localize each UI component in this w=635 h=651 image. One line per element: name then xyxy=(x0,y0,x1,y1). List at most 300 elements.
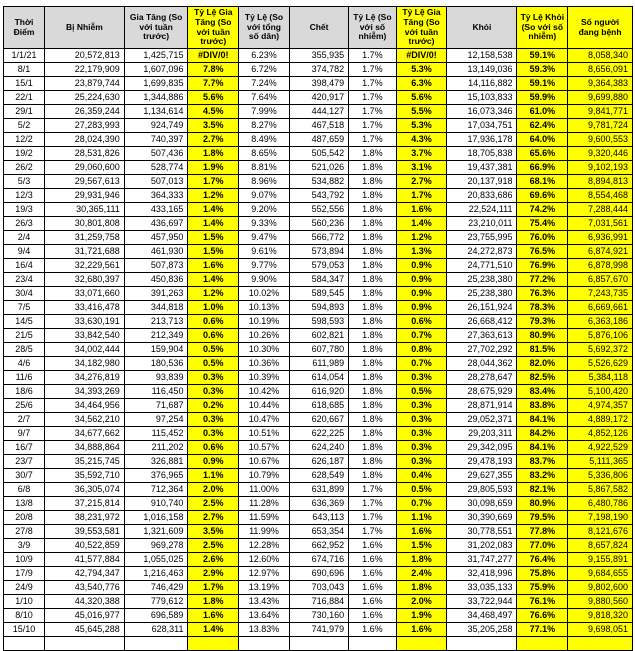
cell-ty-le-so-nhiem[interactable]: 1.7% xyxy=(349,133,396,147)
cell-khoi[interactable]: 31,747,277 xyxy=(447,553,517,567)
cell-khoi[interactable]: 27,702,292 xyxy=(447,343,517,357)
cell-so-nguoi-dang-benh[interactable]: 6,363,186 xyxy=(568,315,633,329)
cell-ty-le-gia-tang-chet[interactable]: 3.1% xyxy=(396,161,447,175)
cell-ty-le-gia-tang[interactable]: 1.9% xyxy=(188,161,239,175)
cell-gia-tang[interactable]: 924,749 xyxy=(124,119,188,133)
column-header-gia-tang[interactable]: Gia Tăng (So với tuần trước) xyxy=(124,7,188,49)
cell-ty-le-khoi[interactable]: 75.8% xyxy=(517,567,568,581)
cell-thoi-diem[interactable]: 12/3 xyxy=(4,189,45,203)
cell-ty-le-gia-tang[interactable]: 2.6% xyxy=(188,553,239,567)
cell-ty-le-so-nhiem[interactable]: 1.8% xyxy=(349,259,396,273)
cell-so-nguoi-dang-benh[interactable]: 4,889,172 xyxy=(568,413,633,427)
cell-ty-le-tong-so-dan[interactable]: 7.99% xyxy=(239,105,290,119)
cell-thoi-diem[interactable]: 21/5 xyxy=(4,329,45,343)
cell-chet[interactable]: 616,920 xyxy=(289,385,348,399)
cell-ty-le-tong-so-dan[interactable]: 10.26% xyxy=(239,329,290,343)
cell-ty-le-gia-tang-chet[interactable]: 0.3% xyxy=(396,427,447,441)
cell-ty-le-tong-so-dan[interactable]: 9.07% xyxy=(239,189,290,203)
cell-ty-le-khoi[interactable]: 83.7% xyxy=(517,455,568,469)
cell-ty-le-so-nhiem[interactable]: 1.8% xyxy=(349,217,396,231)
cell-ty-le-gia-tang[interactable]: 0.2% xyxy=(188,399,239,413)
cell-thoi-diem[interactable]: 22/1 xyxy=(4,91,45,105)
cell-ty-le-tong-so-dan[interactable]: 13.64% xyxy=(239,609,290,623)
cell-ty-le-gia-tang[interactable]: 1.2% xyxy=(188,287,239,301)
cell-so-nguoi-dang-benh[interactable]: 9,841,771 xyxy=(568,105,633,119)
cell-ty-le-gia-tang[interactable]: 0.6% xyxy=(188,441,239,455)
cell-ty-le-khoi[interactable]: 77.1% xyxy=(517,623,568,637)
cell-gia-tang[interactable]: 1,344,886 xyxy=(124,91,188,105)
cell-thoi-diem[interactable]: 2/4 xyxy=(4,231,45,245)
cell-gia-tang[interactable]: 528,774 xyxy=(124,161,188,175)
cell-thoi-diem[interactable]: 19/3 xyxy=(4,203,45,217)
cell-chet[interactable]: 521,026 xyxy=(289,161,348,175)
cell-bi-nhiem[interactable]: 40,522,859 xyxy=(44,539,124,553)
cell-gia-tang[interactable]: 436,697 xyxy=(124,217,188,231)
cell-gia-tang[interactable]: 213,713 xyxy=(124,315,188,329)
cell-ty-le-khoi[interactable]: 84.2% xyxy=(517,427,568,441)
cell-so-nguoi-dang-benh[interactable]: 9,364,383 xyxy=(568,77,633,91)
cell-ty-le-gia-tang-chet[interactable]: 1.8% xyxy=(396,581,447,595)
cell-ty-le-khoi[interactable]: 75.4% xyxy=(517,217,568,231)
cell-gia-tang[interactable]: 1,699,835 xyxy=(124,77,188,91)
cell-ty-le-tong-so-dan[interactable]: 8.96% xyxy=(239,175,290,189)
column-header-thoi-diem[interactable]: Thời Điểm xyxy=(4,7,45,49)
cell-khoi[interactable]: 35,205,258 xyxy=(447,623,517,637)
cell-ty-le-so-nhiem[interactable]: 1.7% xyxy=(349,49,396,63)
cell-thoi-diem[interactable]: 23/4 xyxy=(4,273,45,287)
cell-chet[interactable]: 618,685 xyxy=(289,399,348,413)
cell-ty-le-gia-tang[interactable]: 1.7% xyxy=(188,581,239,595)
cell-gia-tang[interactable]: 93,839 xyxy=(124,371,188,385)
cell-chet[interactable]: 653,354 xyxy=(289,525,348,539)
cell-ty-le-gia-tang-chet[interactable]: 1.7% xyxy=(396,189,447,203)
cell-bi-nhiem[interactable]: 44,320,388 xyxy=(44,595,124,609)
cell-bi-nhiem[interactable]: 37,215,814 xyxy=(44,497,124,511)
cell-chet[interactable]: 703,043 xyxy=(289,581,348,595)
cell-ty-le-khoi[interactable]: 83.4% xyxy=(517,385,568,399)
cell-thoi-diem[interactable]: 6/8 xyxy=(4,483,45,497)
cell-ty-le-khoi[interactable]: 75.9% xyxy=(517,581,568,595)
cell-thoi-diem[interactable] xyxy=(4,637,45,651)
cell-khoi[interactable]: 18,705,838 xyxy=(447,147,517,161)
cell-ty-le-tong-so-dan[interactable]: 10.47% xyxy=(239,413,290,427)
cell-so-nguoi-dang-benh[interactable]: 9,102,193 xyxy=(568,161,633,175)
cell-thoi-diem[interactable]: 19/2 xyxy=(4,147,45,161)
column-header-ty-le-so-nhiem[interactable]: Tỷ Lệ (So với số nhiễm) xyxy=(349,7,396,49)
cell-bi-nhiem[interactable]: 30,801,808 xyxy=(44,217,124,231)
cell-thoi-diem[interactable]: 3/9 xyxy=(4,539,45,553)
cell-ty-le-gia-tang[interactable]: 0.5% xyxy=(188,357,239,371)
cell-thoi-diem[interactable]: 1/10 xyxy=(4,595,45,609)
cell-ty-le-gia-tang[interactable]: 1.5% xyxy=(188,231,239,245)
cell-khoi[interactable]: 29,052,371 xyxy=(447,413,517,427)
cell-bi-nhiem[interactable]: 32,229,561 xyxy=(44,259,124,273)
cell-ty-le-gia-tang[interactable]: 1.4% xyxy=(188,217,239,231)
cell-ty-le-gia-tang-chet[interactable]: 0.7% xyxy=(396,357,447,371)
cell-ty-le-khoi[interactable]: 62.4% xyxy=(517,119,568,133)
cell-ty-le-khoi[interactable]: 78.3% xyxy=(517,301,568,315)
cell-bi-nhiem[interactable]: 33,416,478 xyxy=(44,301,124,315)
cell-ty-le-gia-tang-chet[interactable]: 0.9% xyxy=(396,273,447,287)
cell-ty-le-so-nhiem[interactable]: 1.6% xyxy=(349,553,396,567)
cell-so-nguoi-dang-benh[interactable]: 9,802,600 xyxy=(568,581,633,595)
cell-khoi[interactable]: 29,203,311 xyxy=(447,427,517,441)
cell-so-nguoi-dang-benh[interactable]: 4,974,357 xyxy=(568,399,633,413)
column-header-so-nguoi-dang-benh[interactable]: Số người đang bệnh xyxy=(568,7,633,49)
cell-ty-le-khoi[interactable]: 82.1% xyxy=(517,483,568,497)
cell-chet[interactable]: 560,236 xyxy=(289,217,348,231)
cell-ty-le-gia-tang-chet[interactable]: 0.7% xyxy=(396,329,447,343)
cell-ty-le-gia-tang[interactable]: 0.3% xyxy=(188,427,239,441)
cell-ty-le-khoi[interactable]: 74.2% xyxy=(517,203,568,217)
cell-thoi-diem[interactable]: 12/2 xyxy=(4,133,45,147)
cell-ty-le-tong-so-dan[interactable]: 9.77% xyxy=(239,259,290,273)
cell-ty-le-tong-so-dan[interactable]: 7.24% xyxy=(239,77,290,91)
cell-bi-nhiem[interactable]: 29,931,946 xyxy=(44,189,124,203)
cell-so-nguoi-dang-benh[interactable]: 5,526,629 xyxy=(568,357,633,371)
cell-ty-le-tong-so-dan[interactable]: 9.33% xyxy=(239,217,290,231)
cell-thoi-diem[interactable]: 27/8 xyxy=(4,525,45,539)
cell-ty-le-khoi[interactable]: 76.6% xyxy=(517,609,568,623)
cell-ty-le-gia-tang[interactable]: 0.3% xyxy=(188,385,239,399)
cell-ty-le-so-nhiem[interactable]: 1.8% xyxy=(349,371,396,385)
cell-ty-le-gia-tang[interactable]: 2.0% xyxy=(188,483,239,497)
cell-gia-tang[interactable]: 746,429 xyxy=(124,581,188,595)
cell-thoi-diem[interactable]: 26/3 xyxy=(4,217,45,231)
cell-chet[interactable]: 534,882 xyxy=(289,175,348,189)
cell-ty-le-gia-tang-chet[interactable]: 1.5% xyxy=(396,539,447,553)
cell-ty-le-so-nhiem[interactable]: 1.7% xyxy=(349,105,396,119)
cell-gia-tang[interactable]: 344,818 xyxy=(124,301,188,315)
cell-bi-nhiem[interactable]: 34,276,819 xyxy=(44,371,124,385)
cell-ty-le-gia-tang-chet[interactable]: 0.3% xyxy=(396,455,447,469)
cell-thoi-diem[interactable]: 16/4 xyxy=(4,259,45,273)
cell-ty-le-gia-tang-chet[interactable]: 0.9% xyxy=(396,301,447,315)
cell-ty-le-gia-tang[interactable]: 1.2% xyxy=(188,189,239,203)
cell-ty-le-so-nhiem[interactable]: 1.6% xyxy=(349,567,396,581)
cell-so-nguoi-dang-benh[interactable]: 6,936,991 xyxy=(568,231,633,245)
cell-khoi[interactable]: 24,771,510 xyxy=(447,259,517,273)
cell-khoi[interactable]: 14,116,882 xyxy=(447,77,517,91)
cell-thoi-diem[interactable]: 14/5 xyxy=(4,315,45,329)
cell-ty-le-so-nhiem[interactable]: 1.6% xyxy=(349,539,396,553)
cell-chet[interactable]: 624,240 xyxy=(289,441,348,455)
cell-ty-le-so-nhiem[interactable] xyxy=(349,637,396,651)
cell-ty-le-gia-tang[interactable]: 3.5% xyxy=(188,119,239,133)
cell-chet[interactable]: 584,347 xyxy=(289,273,348,287)
cell-bi-nhiem[interactable]: 30,365,111 xyxy=(44,203,124,217)
cell-ty-le-gia-tang-chet[interactable]: 2.0% xyxy=(396,595,447,609)
cell-thoi-diem[interactable]: 25/6 xyxy=(4,399,45,413)
cell-ty-le-gia-tang[interactable]: 1.4% xyxy=(188,273,239,287)
cell-thoi-diem[interactable]: 29/1 xyxy=(4,105,45,119)
cell-gia-tang[interactable]: 391,263 xyxy=(124,287,188,301)
cell-thoi-diem[interactable]: 23/7 xyxy=(4,455,45,469)
cell-ty-le-khoi[interactable]: 79.5% xyxy=(517,511,568,525)
cell-gia-tang[interactable]: 326,881 xyxy=(124,455,188,469)
cell-thoi-diem[interactable]: 17/9 xyxy=(4,567,45,581)
cell-chet[interactable]: 579,053 xyxy=(289,259,348,273)
cell-so-nguoi-dang-benh[interactable]: 6,857,670 xyxy=(568,273,633,287)
cell-ty-le-khoi[interactable]: 64.0% xyxy=(517,133,568,147)
cell-bi-nhiem[interactable]: 28,024,390 xyxy=(44,133,124,147)
cell-khoi[interactable]: 34,468,497 xyxy=(447,609,517,623)
cell-ty-le-gia-tang[interactable]: 4.5% xyxy=(188,105,239,119)
cell-so-nguoi-dang-benh[interactable]: 8,657,824 xyxy=(568,539,633,553)
cell-ty-le-khoi[interactable]: 76.3% xyxy=(517,287,568,301)
cell-ty-le-gia-tang[interactable]: 2.9% xyxy=(188,567,239,581)
cell-gia-tang[interactable]: 461,930 xyxy=(124,245,188,259)
cell-gia-tang[interactable]: 507,873 xyxy=(124,259,188,273)
cell-ty-le-so-nhiem[interactable]: 1.7% xyxy=(349,483,396,497)
cell-so-nguoi-dang-benh[interactable]: 9,600,553 xyxy=(568,133,633,147)
cell-gia-tang[interactable]: 1,016,158 xyxy=(124,511,188,525)
cell-chet[interactable]: 614,054 xyxy=(289,371,348,385)
cell-ty-le-so-nhiem[interactable]: 1.8% xyxy=(349,231,396,245)
cell-bi-nhiem[interactable]: 27,283,993 xyxy=(44,119,124,133)
cell-khoi[interactable]: 15,103,833 xyxy=(447,91,517,105)
cell-ty-le-so-nhiem[interactable]: 1.7% xyxy=(349,119,396,133)
cell-bi-nhiem[interactable]: 26,359,244 xyxy=(44,105,124,119)
cell-khoi[interactable]: 29,478,193 xyxy=(447,455,517,469)
cell-thoi-diem[interactable]: 30/4 xyxy=(4,287,45,301)
cell-ty-le-gia-tang-chet[interactable]: 4.3% xyxy=(396,133,447,147)
cell-ty-le-so-nhiem[interactable]: 1.7% xyxy=(349,63,396,77)
cell-ty-le-khoi[interactable]: 82.0% xyxy=(517,357,568,371)
cell-so-nguoi-dang-benh[interactable] xyxy=(568,637,633,651)
cell-thoi-diem[interactable]: 10/9 xyxy=(4,553,45,567)
column-header-ty-le-tong-so-dan[interactable]: Tỷ Lệ (So với tổng số dân) xyxy=(239,7,290,49)
cell-ty-le-khoi[interactable]: 59.1% xyxy=(517,77,568,91)
cell-ty-le-tong-so-dan[interactable]: 11.00% xyxy=(239,483,290,497)
cell-ty-le-tong-so-dan[interactable]: 11.59% xyxy=(239,511,290,525)
cell-khoi[interactable]: 26,151,924 xyxy=(447,301,517,315)
cell-khoi[interactable]: 29,805,593 xyxy=(447,483,517,497)
cell-ty-le-gia-tang-chet[interactable]: 1.2% xyxy=(396,231,447,245)
cell-ty-le-gia-tang-chet[interactable]: #DIV/0! xyxy=(396,49,447,63)
cell-ty-le-so-nhiem[interactable]: 1.7% xyxy=(349,497,396,511)
cell-chet[interactable]: 607,780 xyxy=(289,343,348,357)
cell-ty-le-gia-tang-chet[interactable]: 6.3% xyxy=(396,77,447,91)
cell-ty-le-khoi[interactable]: 84.1% xyxy=(517,441,568,455)
cell-ty-le-tong-so-dan[interactable]: 10.79% xyxy=(239,469,290,483)
cell-gia-tang[interactable]: 115,452 xyxy=(124,427,188,441)
cell-chet[interactable]: 566,772 xyxy=(289,231,348,245)
cell-bi-nhiem[interactable]: 25,224,630 xyxy=(44,91,124,105)
column-header-khoi[interactable]: Khỏi xyxy=(447,7,517,49)
cell-ty-le-so-nhiem[interactable]: 1.8% xyxy=(349,147,396,161)
cell-so-nguoi-dang-benh[interactable]: 5,100,420 xyxy=(568,385,633,399)
cell-ty-le-tong-so-dan[interactable]: 12.28% xyxy=(239,539,290,553)
cell-ty-le-so-nhiem[interactable]: 1.8% xyxy=(349,301,396,315)
cell-bi-nhiem[interactable]: 22,179,909 xyxy=(44,63,124,77)
cell-thoi-diem[interactable]: 4/6 xyxy=(4,357,45,371)
cell-bi-nhiem[interactable]: 34,393,269 xyxy=(44,385,124,399)
cell-ty-le-gia-tang-chet[interactable]: 0.3% xyxy=(396,371,447,385)
cell-thoi-diem[interactable]: 13/8 xyxy=(4,497,45,511)
cell-ty-le-so-nhiem[interactable]: 1.8% xyxy=(349,203,396,217)
cell-so-nguoi-dang-benh[interactable]: 9,320,446 xyxy=(568,147,633,161)
cell-bi-nhiem[interactable]: 32,680,397 xyxy=(44,273,124,287)
cell-ty-le-so-nhiem[interactable]: 1.8% xyxy=(349,357,396,371)
cell-khoi[interactable]: 20,833,686 xyxy=(447,189,517,203)
cell-ty-le-tong-so-dan[interactable]: 9.20% xyxy=(239,203,290,217)
cell-khoi[interactable]: 22,524,111 xyxy=(447,203,517,217)
cell-ty-le-so-nhiem[interactable]: 1.6% xyxy=(349,595,396,609)
cell-chet[interactable]: 594,893 xyxy=(289,301,348,315)
cell-gia-tang[interactable]: 457,950 xyxy=(124,231,188,245)
cell-ty-le-so-nhiem[interactable]: 1.8% xyxy=(349,469,396,483)
cell-ty-le-gia-tang-chet[interactable]: 0.8% xyxy=(396,343,447,357)
cell-bi-nhiem[interactable]: 45,016,977 xyxy=(44,609,124,623)
cell-so-nguoi-dang-benh[interactable]: 9,880,560 xyxy=(568,595,633,609)
cell-khoi[interactable]: 25,238,380 xyxy=(447,273,517,287)
cell-so-nguoi-dang-benh[interactable]: 5,876,106 xyxy=(568,329,633,343)
cell-ty-le-gia-tang[interactable]: 0.5% xyxy=(188,343,239,357)
cell-ty-le-gia-tang-chet[interactable]: 5.5% xyxy=(396,105,447,119)
cell-ty-le-khoi[interactable]: 80.9% xyxy=(517,497,568,511)
cell-ty-le-tong-so-dan[interactable]: 10.30% xyxy=(239,343,290,357)
cell-ty-le-gia-tang-chet[interactable]: 1.6% xyxy=(396,525,447,539)
cell-ty-le-gia-tang[interactable]: 1.4% xyxy=(188,203,239,217)
cell-ty-le-gia-tang-chet[interactable]: 0.3% xyxy=(396,413,447,427)
cell-ty-le-khoi[interactable]: 59.9% xyxy=(517,91,568,105)
cell-so-nguoi-dang-benh[interactable]: 9,155,891 xyxy=(568,553,633,567)
cell-bi-nhiem[interactable]: 39,553,581 xyxy=(44,525,124,539)
cell-so-nguoi-dang-benh[interactable]: 9,684,655 xyxy=(568,567,633,581)
cell-ty-le-so-nhiem[interactable]: 1.8% xyxy=(349,343,396,357)
cell-so-nguoi-dang-benh[interactable]: 8,894,813 xyxy=(568,175,633,189)
cell-khoi[interactable]: 28,044,362 xyxy=(447,357,517,371)
cell-ty-le-tong-so-dan[interactable]: 8.81% xyxy=(239,161,290,175)
cell-thoi-diem[interactable]: 28/5 xyxy=(4,343,45,357)
cell-gia-tang[interactable]: 364,333 xyxy=(124,189,188,203)
cell-ty-le-khoi[interactable]: 76.1% xyxy=(517,595,568,609)
cell-ty-le-so-nhiem[interactable]: 1.7% xyxy=(349,511,396,525)
cell-ty-le-gia-tang-chet[interactable]: 1.4% xyxy=(396,217,447,231)
cell-khoi[interactable]: 13,149,036 xyxy=(447,63,517,77)
cell-ty-le-gia-tang-chet[interactable]: 5.3% xyxy=(396,119,447,133)
cell-ty-le-gia-tang-chet[interactable]: 0.9% xyxy=(396,259,447,273)
cell-ty-le-gia-tang-chet[interactable]: 3.7% xyxy=(396,147,447,161)
cell-ty-le-khoi[interactable]: 76.5% xyxy=(517,245,568,259)
cell-chet[interactable]: 589,545 xyxy=(289,287,348,301)
cell-gia-tang[interactable]: 628,311 xyxy=(124,623,188,637)
cell-gia-tang[interactable]: 450,836 xyxy=(124,273,188,287)
cell-thoi-diem[interactable]: 30/7 xyxy=(4,469,45,483)
cell-ty-le-tong-so-dan[interactable]: 10.36% xyxy=(239,357,290,371)
cell-chet[interactable]: 628,549 xyxy=(289,469,348,483)
cell-ty-le-so-nhiem[interactable]: 1.8% xyxy=(349,189,396,203)
cell-ty-le-so-nhiem[interactable]: 1.8% xyxy=(349,329,396,343)
cell-bi-nhiem[interactable]: 43,540,776 xyxy=(44,581,124,595)
cell-chet[interactable]: 611,989 xyxy=(289,357,348,371)
cell-so-nguoi-dang-benh[interactable]: 6,669,661 xyxy=(568,301,633,315)
cell-ty-le-gia-tang[interactable]: 2.5% xyxy=(188,497,239,511)
cell-ty-le-gia-tang-chet[interactable]: 5.3% xyxy=(396,63,447,77)
cell-ty-le-tong-so-dan[interactable]: 8.65% xyxy=(239,147,290,161)
cell-thoi-diem[interactable]: 20/8 xyxy=(4,511,45,525)
cell-ty-le-so-nhiem[interactable]: 1.8% xyxy=(349,441,396,455)
cell-ty-le-so-nhiem[interactable]: 1.8% xyxy=(349,385,396,399)
column-header-ty-le-khoi[interactable]: Tỷ Lệ Khỏi (So với số nhiễm) xyxy=(517,7,568,49)
cell-ty-le-gia-tang-chet[interactable] xyxy=(396,637,447,651)
cell-ty-le-tong-so-dan[interactable]: 12.97% xyxy=(239,567,290,581)
cell-gia-tang[interactable]: 969,278 xyxy=(124,539,188,553)
cell-gia-tang[interactable]: 211,202 xyxy=(124,441,188,455)
cell-chet[interactable]: 487,659 xyxy=(289,133,348,147)
cell-ty-le-tong-so-dan[interactable]: 10.44% xyxy=(239,399,290,413)
cell-bi-nhiem[interactable]: 33,842,540 xyxy=(44,329,124,343)
cell-bi-nhiem[interactable]: 34,464,956 xyxy=(44,399,124,413)
cell-ty-le-gia-tang-chet[interactable]: 5.6% xyxy=(396,91,447,105)
cell-gia-tang[interactable]: 376,965 xyxy=(124,469,188,483)
cell-so-nguoi-dang-benh[interactable]: 9,818,320 xyxy=(568,609,633,623)
cell-ty-le-tong-so-dan[interactable]: 8.49% xyxy=(239,133,290,147)
cell-bi-nhiem[interactable]: 42,794,347 xyxy=(44,567,124,581)
cell-chet[interactable]: 374,782 xyxy=(289,63,348,77)
cell-ty-le-khoi[interactable]: 83.8% xyxy=(517,399,568,413)
cell-chet[interactable]: 620,667 xyxy=(289,413,348,427)
cell-thoi-diem[interactable]: 9/4 xyxy=(4,245,45,259)
cell-ty-le-gia-tang[interactable]: 1.6% xyxy=(188,609,239,623)
cell-thoi-diem[interactable]: 2/7 xyxy=(4,413,45,427)
cell-bi-nhiem[interactable]: 34,888,864 xyxy=(44,441,124,455)
cell-bi-nhiem[interactable]: 38,231,972 xyxy=(44,511,124,525)
cell-bi-nhiem[interactable]: 33,630,191 xyxy=(44,315,124,329)
cell-so-nguoi-dang-benh[interactable]: 8,656,091 xyxy=(568,63,633,77)
cell-ty-le-gia-tang-chet[interactable]: 0.6% xyxy=(396,315,447,329)
cell-ty-le-tong-so-dan[interactable]: 10.19% xyxy=(239,315,290,329)
cell-chet[interactable]: 573,894 xyxy=(289,245,348,259)
cell-chet[interactable]: 741,979 xyxy=(289,623,348,637)
cell-ty-le-gia-tang[interactable]: 1.1% xyxy=(188,469,239,483)
cell-ty-le-gia-tang-chet[interactable]: 0.3% xyxy=(396,399,447,413)
cell-ty-le-so-nhiem[interactable]: 1.6% xyxy=(349,609,396,623)
cell-khoi[interactable]: 20,137,918 xyxy=(447,175,517,189)
cell-so-nguoi-dang-benh[interactable]: 9,781,724 xyxy=(568,119,633,133)
cell-thoi-diem[interactable]: 9/7 xyxy=(4,427,45,441)
cell-chet[interactable] xyxy=(289,637,348,651)
cell-so-nguoi-dang-benh[interactable]: 7,288,444 xyxy=(568,203,633,217)
cell-chet[interactable]: 674,716 xyxy=(289,553,348,567)
cell-ty-le-tong-so-dan[interactable]: 10.39% xyxy=(239,371,290,385)
cell-bi-nhiem[interactable]: 23,879,744 xyxy=(44,77,124,91)
cell-ty-le-tong-so-dan[interactable]: 10.51% xyxy=(239,427,290,441)
cell-ty-le-gia-tang-chet[interactable]: 0.4% xyxy=(396,469,447,483)
cell-ty-le-gia-tang[interactable]: 0.3% xyxy=(188,371,239,385)
cell-gia-tang[interactable]: 1,055,025 xyxy=(124,553,188,567)
cell-gia-tang[interactable]: 97,254 xyxy=(124,413,188,427)
cell-thoi-diem[interactable]: 8/10 xyxy=(4,609,45,623)
cell-thoi-diem[interactable]: 5/2 xyxy=(4,119,45,133)
cell-ty-le-tong-so-dan[interactable]: 6.23% xyxy=(239,49,290,63)
cell-ty-le-gia-tang[interactable]: 1.7% xyxy=(188,175,239,189)
cell-ty-le-gia-tang-chet[interactable]: 0.7% xyxy=(396,497,447,511)
cell-khoi[interactable]: 28,871,914 xyxy=(447,399,517,413)
cell-ty-le-khoi[interactable]: 82.5% xyxy=(517,371,568,385)
cell-chet[interactable]: 662,952 xyxy=(289,539,348,553)
cell-bi-nhiem[interactable]: 31,721,688 xyxy=(44,245,124,259)
cell-gia-tang[interactable]: 696,589 xyxy=(124,609,188,623)
cell-ty-le-gia-tang[interactable]: 1.0% xyxy=(188,301,239,315)
cell-ty-le-gia-tang[interactable]: 5.6% xyxy=(188,91,239,105)
cell-chet[interactable]: 716,884 xyxy=(289,595,348,609)
cell-khoi[interactable]: 12,158,538 xyxy=(447,49,517,63)
cell-bi-nhiem[interactable]: 35,215,745 xyxy=(44,455,124,469)
cell-ty-le-so-nhiem[interactable]: 1.8% xyxy=(349,161,396,175)
cell-so-nguoi-dang-benh[interactable]: 4,852,126 xyxy=(568,427,633,441)
